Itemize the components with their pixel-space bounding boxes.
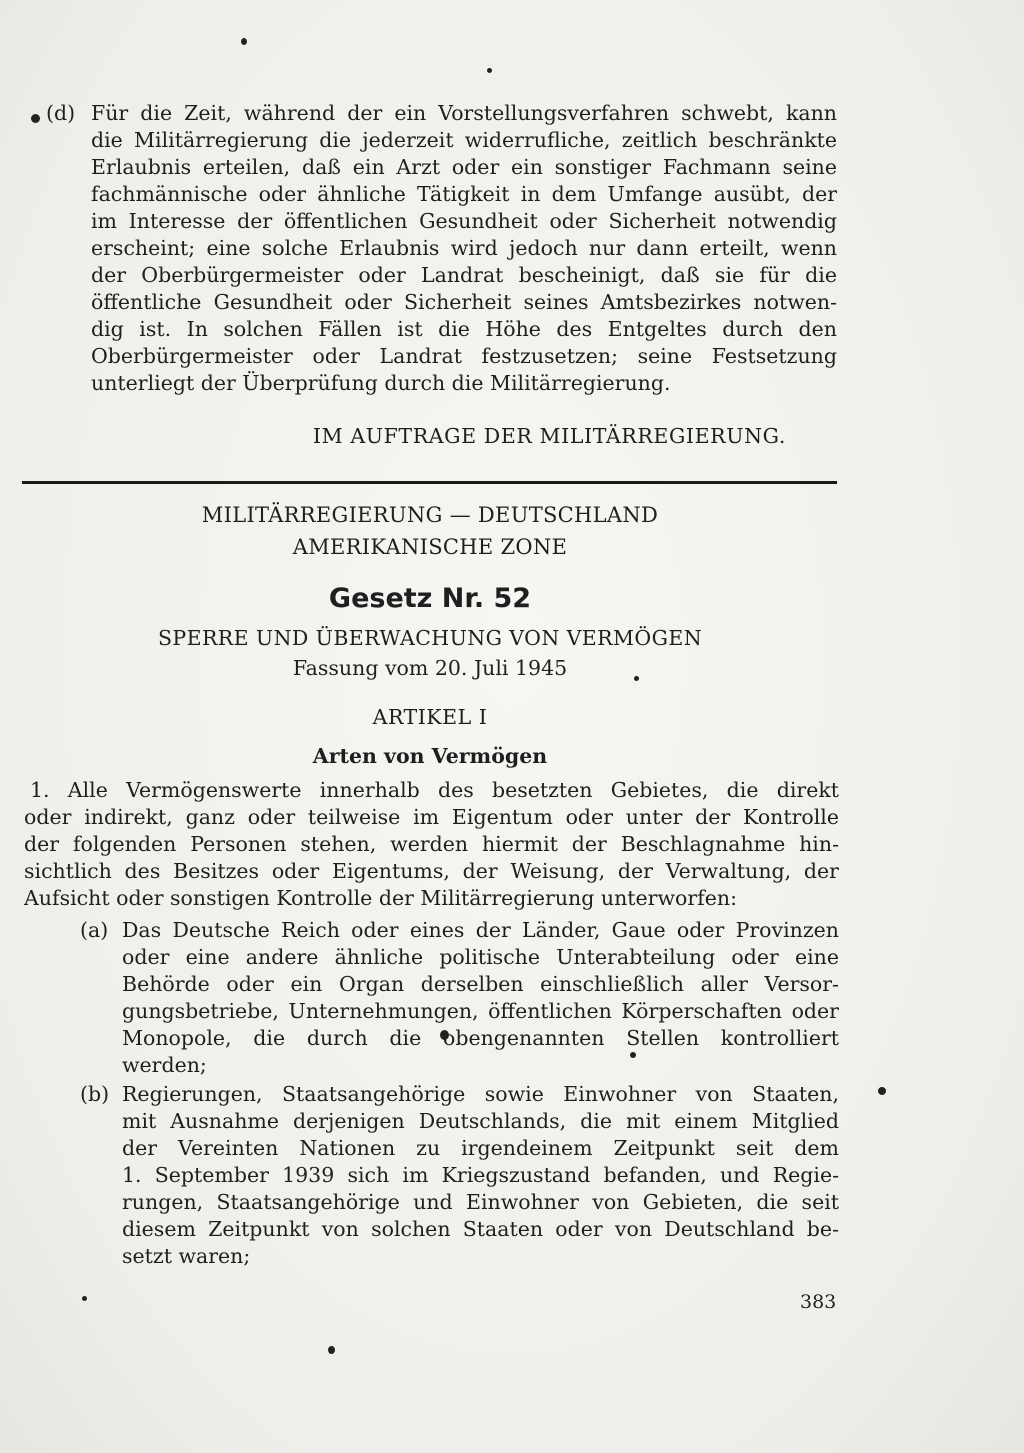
section-1-line: Aufsicht oder sonstigen Kontrolle der Militärregierung unterworfen: xyxy=(24,886,737,910)
law-title: Gesetz Nr. 52 xyxy=(328,583,532,614)
law-version: Fassung vom 20. Juli 1945 xyxy=(292,656,568,680)
item-a-line: Behörde oder ein Organ derselben einschließlich aller Versor- xyxy=(122,972,839,996)
section-divider xyxy=(22,481,837,484)
paragraph-d-line: im Interesse der öffentlichen Gesundheit oder Sicherheit notwendig xyxy=(91,209,837,233)
paragraph-d-line: erscheint; eine solche Erlaubnis wird jedoch nur dann erteilt, wenn xyxy=(91,236,837,260)
item-b-line: setzt waren; xyxy=(122,1244,251,1268)
item-a-line: werden; xyxy=(122,1053,207,1077)
paragraph-d-label: (d) xyxy=(46,101,76,125)
item-a-line: gungsbetriebe, Unternehmungen, öffentlichen Körperschaften oder xyxy=(122,999,839,1023)
scan-speck xyxy=(487,68,492,73)
item-b-line: der Vereinten Nationen zu irgendeinem Zeitpunkt seit dem xyxy=(122,1136,839,1160)
paragraph-d-line: unterliegt der Überprüfung durch die Militärregierung. xyxy=(91,371,671,395)
item-b-line: diesem Zeitpunkt von solchen Staaten oder von Deutschland be- xyxy=(122,1217,839,1241)
section-1-line: 1. Alle Vermögenswerte innerhalb des besetzten Gebietes, die direkt xyxy=(30,778,839,802)
paragraph-d-line: der Oberbürgermeister oder Landrat bescheinigt, daß sie für die xyxy=(91,263,837,287)
paragraph-d-line: die Militärregierung die jederzeit widerrufliche, zeitlich beschränkte xyxy=(91,128,837,152)
paragraph-d-line: Für die Zeit, während der ein Vorstellungsverfahren schwebt, kann xyxy=(91,101,837,125)
paragraph-d-line: dig ist. In solchen Fällen ist die Höhe des Entgeltes durch den xyxy=(91,317,837,341)
section-1-line: sichtlich des Besitzes oder Eigentums, der Weisung, der Verwaltung, der xyxy=(24,859,839,883)
scan-speck xyxy=(878,1087,886,1095)
item-a-line: oder eine andere ähnliche politische Unterabteilung oder eine xyxy=(122,945,839,969)
scan-speck xyxy=(31,114,40,123)
scan-speck xyxy=(328,1346,335,1354)
paragraph-d-line: Oberbürgermeister oder Landrat festzusetzen; seine Festsetzung xyxy=(91,344,837,368)
article-subheading: Arten von Vermögen xyxy=(312,744,548,768)
item-a-line: Das Deutsche Reich oder eines der Länder, Gaue oder Provinzen xyxy=(122,918,839,942)
section-1-line: oder indirekt, ganz oder teilweise im Eigentum oder unter der Kontrolle xyxy=(24,805,839,829)
section-1-line: der folgenden Personen stehen, werden hiermit der Beschlagnahme hin- xyxy=(24,832,839,856)
scan-speck xyxy=(241,38,247,45)
item-b-line: 1. September 1939 sich im Kriegszustand befanden, und Regie- xyxy=(122,1163,839,1187)
scan-speck xyxy=(82,1296,87,1301)
paragraph-d-line: öffentliche Gesundheit oder Sicherheit seines Amtsbezirkes notwen- xyxy=(91,290,837,314)
government-header: MILITÄRREGIERUNG — DEUTSCHLAND xyxy=(201,503,659,527)
paragraph-d-line: Erlaubnis erteilen, daß ein Arzt oder ein sonstiger Fachmann seine xyxy=(91,155,837,179)
scan-speck xyxy=(630,1052,636,1058)
item-b-line: Regierungen, Staatsangehörige sowie Einwohner von Staaten, xyxy=(122,1082,839,1106)
item-b-line: rungen, Staatsangehörige und Einwohner von Gebieten, die seit xyxy=(122,1190,839,1214)
item-a-label: (a) xyxy=(80,918,109,942)
item-b-line: mit Ausnahme derjenigen Deutschlands, die mit einem Mitglied xyxy=(122,1109,839,1133)
page-number: 383 xyxy=(800,1291,837,1313)
law-subtitle: SPERRE UND ÜBERWACHUNG VON VERMÖGEN xyxy=(157,626,703,650)
paragraph-d-line: fachmännische oder ähnliche Tätigkeit in dem Umfange ausübt, der xyxy=(91,182,837,206)
article-heading: ARTIKEL I xyxy=(372,705,488,729)
signature-line: IM AUFTRAGE DER MILITÄRREGIERUNG. xyxy=(312,424,786,448)
zone-header: AMERIKANISCHE ZONE xyxy=(292,535,568,559)
item-a-line: Monopole, die durch die obengenannten Stellen kontrolliert xyxy=(122,1026,839,1050)
item-b-label: (b) xyxy=(80,1082,110,1106)
